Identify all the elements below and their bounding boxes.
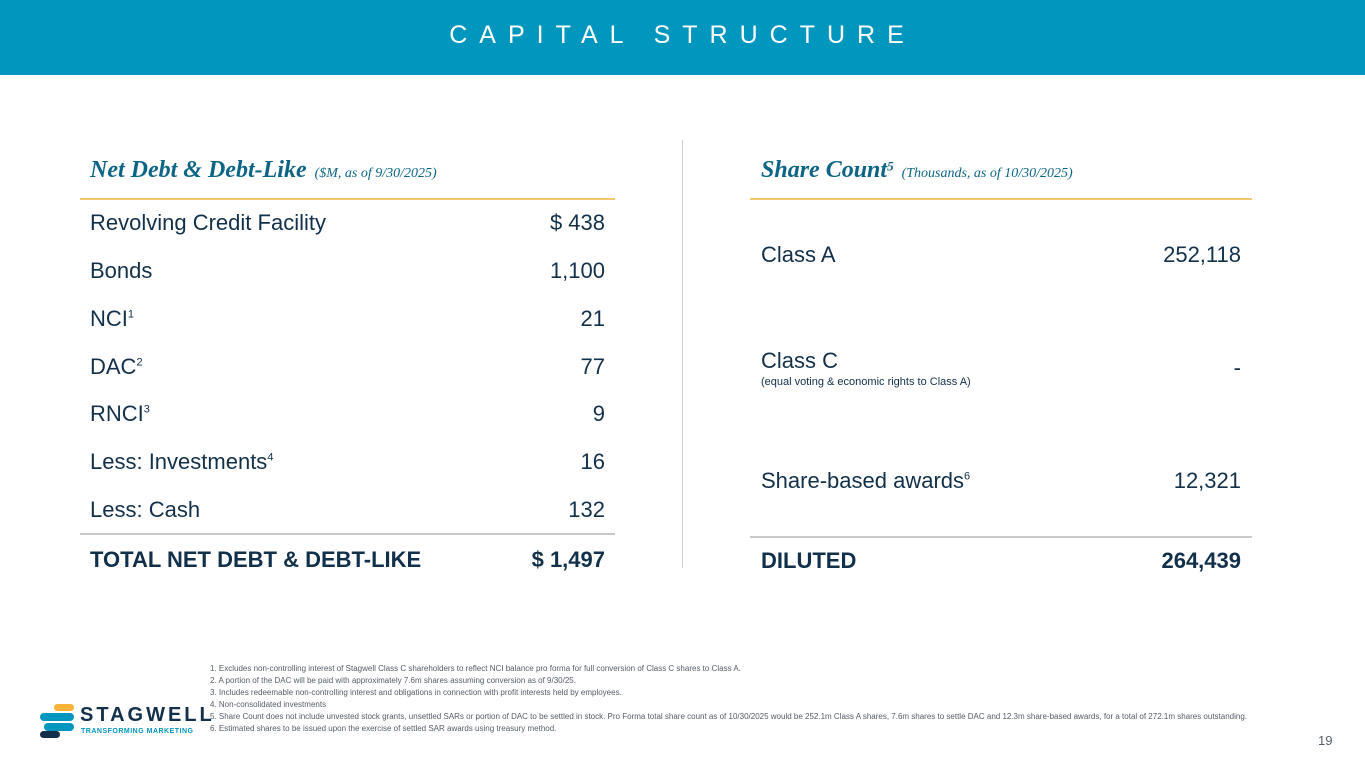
- stagwell-logo: [40, 704, 215, 738]
- net-debt-row-value: 1,100: [549, 258, 605, 283]
- share-count-row-label: Class C: [761, 348, 839, 373]
- share-count-total-label: DILUTED: [761, 548, 857, 573]
- share-count-total-rule: [750, 536, 1252, 538]
- logo-tagline: TRANSFORMING MARKETING: [81, 728, 194, 735]
- share-count-top-rule: [750, 198, 1252, 200]
- net-debt-heading-text: Net Debt & Debt-Like: [90, 157, 307, 183]
- footnote: 5. Share Count does not include unvested stock grants, unsettled SARs or portion of DAC to be settled in stock. Pro Forma total share count as of 10/30/2025 would be 252.1m Class A shares, 7.6m shares to settle DAC and 12.3m share-based awards, for a total of 272.1m shares outstanding.: [210, 712, 1248, 721]
- net-debt-row-value: $ 438: [549, 210, 605, 235]
- share-count-heading: [761, 157, 1073, 184]
- share-count-row-value: 252,118: [1163, 242, 1241, 267]
- net-debt-row-label: Less: Investments$^4$: [90, 449, 274, 474]
- share-count-total-value: 264,439: [1161, 548, 1241, 573]
- footnote: 2. A portion of the DAC will be paid with approximately 7.6m shares assuming conversion as of 9/30/25.: [210, 676, 576, 685]
- net-debt-row-value: 21: [580, 306, 605, 331]
- share-count-row-label: Class A: [761, 242, 836, 267]
- net-debt-row-value: 16: [580, 449, 605, 474]
- share-count-subheading: (Thousands, as of 10/30/2025): [901, 166, 1073, 181]
- share-count-row-value: -: [1233, 355, 1241, 380]
- net-debt-total-value: $ 1,497: [531, 547, 605, 572]
- net-debt-row-value: 132: [568, 497, 605, 522]
- net-debt-total-label: TOTAL NET DEBT & DEBT-LIKE: [90, 547, 422, 572]
- net-debt-total-rule: [80, 533, 615, 535]
- logo-wordmark: STAGWELL: [80, 704, 215, 726]
- share-count-row-note: (equal voting & economic rights to Class A): [761, 376, 971, 388]
- net-debt-heading: [90, 157, 437, 184]
- footnote: 1. Excludes non-controlling interest of Stagwell Class C shareholders to reflect NCI balance pro forma for full conversion of Class C shares to Class A.: [210, 664, 741, 673]
- net-debt-row-label: DAC$^2$: [90, 354, 143, 379]
- net-debt-row-value: 77: [580, 354, 605, 379]
- footnote: 6. Estimated shares to be issued upon the exercise of settled SAR awards using treasury method.: [210, 724, 557, 733]
- footnotes: [210, 663, 1320, 735]
- page-title: CAPITAL STRUCTURE: [449, 21, 916, 49]
- net-debt-row-label: RNCI$^3$: [90, 401, 150, 426]
- stagwell-logo-mark-icon: [40, 704, 76, 738]
- net-debt-top-rule: [80, 198, 615, 200]
- page-number: 19: [1318, 733, 1333, 748]
- column-divider: [682, 140, 683, 568]
- share-count-row-value: 12,321: [1173, 468, 1241, 493]
- footnote: 4. Non-consolidated investments: [210, 700, 327, 709]
- share-count-row-label: Share-based awards$^6$: [761, 468, 971, 493]
- share-count-heading-sup: 5: [887, 158, 894, 174]
- net-debt-row-value: 9: [592, 401, 605, 426]
- net-debt-row-label: NCI$^1$: [90, 306, 135, 331]
- footnote: 3. Includes redeemable non-controlling interest and obligations in connection with profit interests held by employees.: [210, 688, 622, 697]
- net-debt-row-label: Bonds: [90, 258, 153, 283]
- net-debt-row-label: Revolving Credit Facility: [90, 210, 326, 235]
- net-debt-subheading: ($M, as of 9/30/2025): [314, 166, 437, 181]
- share-count-heading-text: Share Count: [761, 157, 888, 183]
- net-debt-row-label: Less: Cash: [90, 497, 201, 522]
